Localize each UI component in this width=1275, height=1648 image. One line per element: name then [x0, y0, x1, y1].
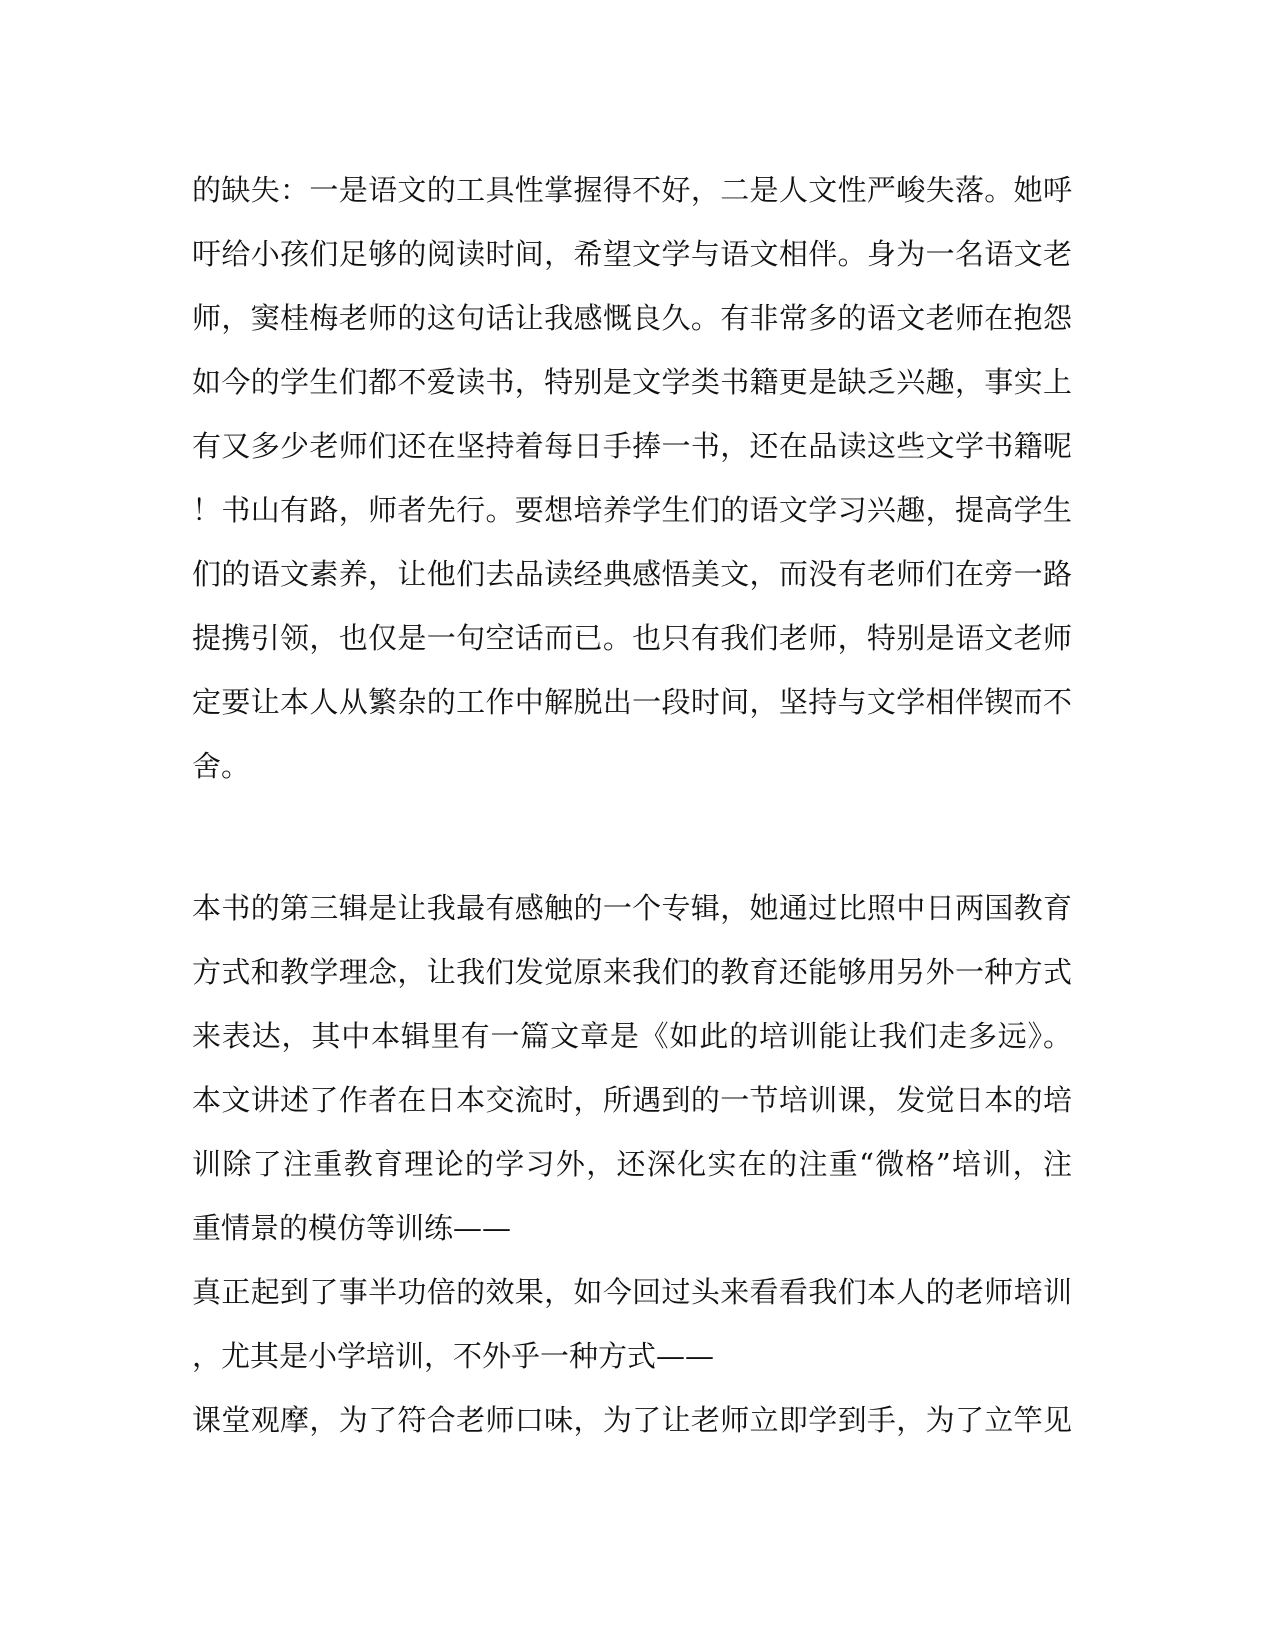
- text-line: 真正起到了事半功倍的效果，如今回过头来看看我们本人的老师培训: [192, 1275, 1072, 1309]
- text-line: 有又多少老师们还在坚持着每日手捧一书，还在品读这些文学书籍呢: [192, 429, 1072, 463]
- paragraph-2: [192, 876, 1072, 1452]
- text-line: 本文讲述了作者在日本交流时，所遇到的一节培训课，发觉日本的培: [192, 1083, 1072, 1117]
- text-line: 方式和教学理念，让我们发觉原来我们的教育还能够用另外一种方式: [192, 955, 1072, 989]
- text-line: 们的语文素养，让他们去品读经典感悟美文，而没有老师们在旁一路: [192, 557, 1072, 591]
- text-line: 课堂观摩，为了符合老师口味，为了让老师立即学到手，为了立竿见: [192, 1403, 1072, 1437]
- text-line: ！书山有路，师者先行。要想培养学生们的语文学习兴趣，提高学生: [192, 493, 1072, 527]
- text-line: 本书的第三辑是让我最有感触的一个专辑，她通过比照中日两国教育: [192, 891, 1072, 925]
- text-line: 重情景的模仿等训练——: [192, 1211, 512, 1245]
- text-line: 提携引领，也仅是一句空话而已。也只有我们老师，特别是语文老师: [192, 621, 1072, 655]
- text-line: 训除了注重教育理论的学习外，还深化实在的注重“微格”培训，注: [192, 1147, 1072, 1181]
- paragraph-1: [192, 158, 1072, 798]
- text-line: 师，窦桂梅老师的这句话让我感慨良久。有非常多的语文老师在抱怨: [192, 301, 1072, 335]
- text-line: 定要让本人从繁杂的工作中解脱出一段时间，坚持与文学相伴锲而不: [192, 685, 1072, 719]
- text-line: 如今的学生们都不爱读书，特别是文学类书籍更是缺乏兴趣，事实上: [192, 365, 1072, 399]
- text-line: 舍。: [192, 749, 251, 783]
- text-line: 来表达，其中本辑里有一篇文章是《如此的培训能让我们走多远》。: [192, 1019, 1072, 1053]
- text-line: 的缺失：一是语文的工具性掌握得不好，二是人文性严峻失落。她呼: [192, 173, 1072, 207]
- text-line: ，尤其是小学培训，不外乎一种方式——: [192, 1339, 715, 1373]
- text-line: 吁给小孩们足够的阅读时间，希望文学与语文相伴。身为一名语文老: [192, 237, 1072, 271]
